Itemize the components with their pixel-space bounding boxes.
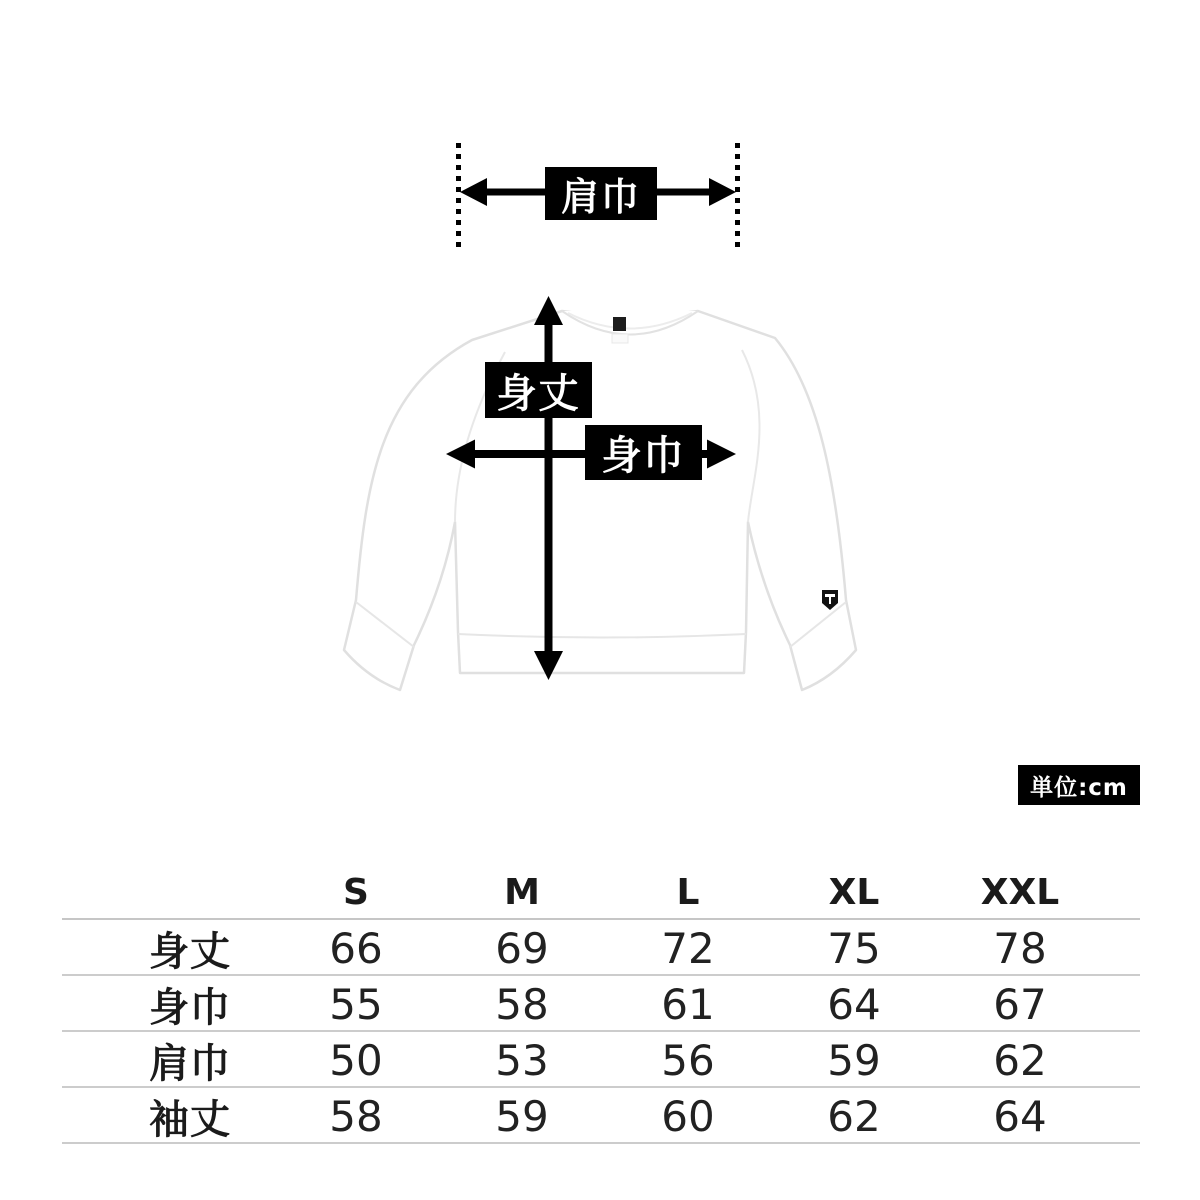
column-header-xxl: XXL: [980, 871, 1060, 913]
size-value-cell: 67: [993, 980, 1047, 1029]
shoulder-width-label: 肩巾: [545, 167, 657, 220]
size-value-cell: 50: [329, 1036, 383, 1085]
column-header-l: L: [676, 871, 700, 913]
size-value-cell: 56: [661, 1036, 715, 1085]
column-header-xl: XL: [828, 871, 880, 913]
size-value-cell: 64: [827, 980, 881, 1029]
size-value-cell: 66: [329, 924, 383, 973]
size-value-cell: 62: [993, 1036, 1047, 1085]
size-table: [62, 866, 1140, 1144]
table-row-body-width: [62, 976, 1140, 1032]
column-header-s: S: [343, 871, 369, 913]
neck-tag: [613, 317, 626, 331]
body-width-label: 身巾: [585, 425, 702, 480]
size-value-cell: 69: [495, 924, 549, 973]
size-value-cell: 59: [827, 1036, 881, 1085]
table-row-sleeve-length: [62, 1088, 1140, 1144]
body-length-label: 身丈: [485, 362, 592, 418]
table-row-body-length: [62, 920, 1140, 976]
sweatshirt-illustration: [344, 311, 856, 690]
size-value-cell: 64: [993, 1092, 1047, 1141]
sweatshirt-body: [344, 311, 856, 690]
size-value-cell: 59: [495, 1092, 549, 1141]
row-label: 身巾: [149, 985, 231, 1031]
table-row-shoulder-width: [62, 1032, 1140, 1088]
unit-badge: 単位:cm: [1018, 765, 1140, 805]
size-value-cell: 55: [329, 980, 383, 1029]
size-value-cell: 75: [827, 924, 881, 973]
size-value-cell: 61: [661, 980, 715, 1029]
row-label: 袖丈: [149, 1097, 231, 1143]
size-value-cell: 58: [329, 1092, 383, 1141]
size-value-cell: 78: [993, 924, 1047, 973]
size-table-header-row: [62, 866, 1140, 920]
row-label: 身丈: [149, 929, 231, 975]
size-value-cell: 72: [661, 924, 715, 973]
care-label: [612, 334, 628, 343]
size-value-cell: 53: [495, 1036, 549, 1085]
size-value-cell: 58: [495, 980, 549, 1029]
size-value-cell: 62: [827, 1092, 881, 1141]
row-label: 肩巾: [149, 1041, 231, 1087]
column-header-m: M: [504, 871, 540, 913]
size-value-cell: 60: [661, 1092, 715, 1141]
